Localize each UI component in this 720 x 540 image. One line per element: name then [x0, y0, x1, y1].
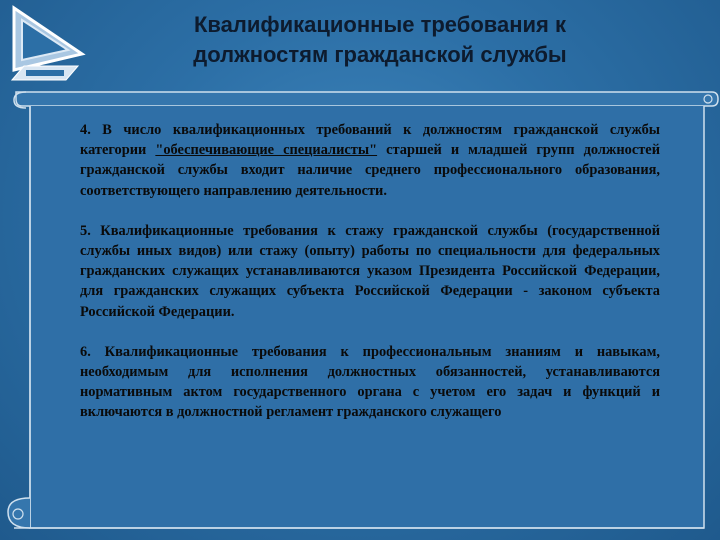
- paragraph-5: 5. Квалификационные требования к стажу гражданской службы (государственной службы иных видов) или стажу (опыту) работы по специальности для федеральных гражданских служащих устанавливаются указом Президента Российской Федерации, для гражданских служащих субъекта Российской Федерации - законом субъекта Российской Федерации.: [80, 222, 660, 320]
- paragraph-4: [80, 120, 660, 201]
- content-text: [80, 120, 660, 443]
- paragraph-6: 6. Квалификационные требования к профессиональным знаниям и навыкам, необходимым для исполнения должностных обязанностей, устанавливаются нормативным актом государственного органа с учетом его задач и функций и включаются в должностной регламент гражданского служащего: [80, 343, 660, 421]
- title-line-2: должностям гражданской службы: [193, 42, 567, 67]
- paragraph-4-start: 4. В число квалификационных требований к должностям гражданской службы категории: [80, 122, 660, 159]
- paragraph-4-underlined: "обеспечивающие специалисты": [155, 142, 378, 159]
- title-line-1: Квалификационные требования к: [193, 12, 567, 37]
- paragraph-4-end: старшей и младшей групп должностей гражданской службы входит наличие среднего профессионального образования, соответствующего направлению деятельности.: [80, 142, 660, 199]
